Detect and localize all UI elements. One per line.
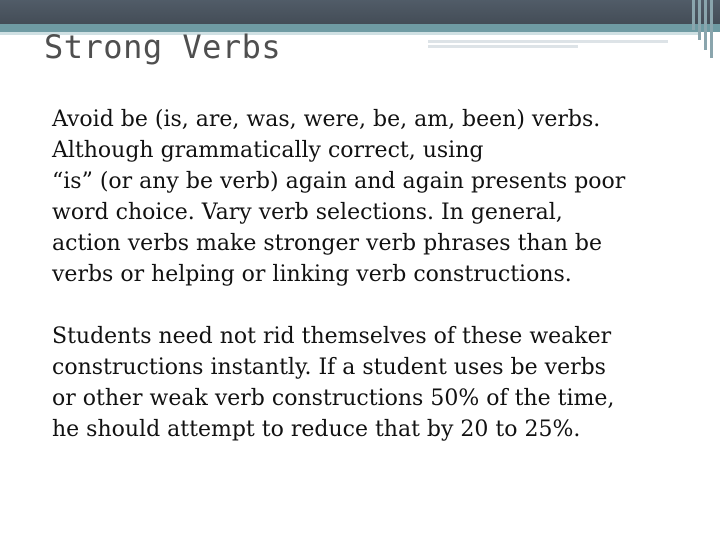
- text-line: word choice. Vary verb selections. In general,: [52, 200, 563, 225]
- corner-stripe: [698, 0, 701, 40]
- text-line: Although grammatically correct, using: [52, 138, 484, 163]
- paragraph-1: [52, 104, 692, 290]
- corner-stripe: [710, 0, 713, 58]
- text-line: or other weak verb constructions 50% of the time,: [52, 386, 615, 411]
- text-line: verbs or helping or linking verb constructions.: [52, 262, 572, 287]
- text-line: constructions instantly. If a student uses be verbs: [52, 355, 606, 380]
- title-accent-line: [428, 40, 668, 43]
- paragraph-2: [52, 321, 692, 445]
- corner-stripe: [704, 0, 707, 50]
- corner-stripe: [692, 0, 695, 30]
- title-accent-line-short: [428, 45, 578, 48]
- text-line: Students need not rid themselves of these weaker: [52, 324, 612, 349]
- slide-title: Strong Verbs: [44, 28, 282, 66]
- text-line: he should attempt to reduce that by 20 to 25%.: [52, 417, 581, 442]
- text-line: “is” (or any be verb) again and again presents poor: [52, 169, 626, 194]
- top-header-bar: [0, 0, 720, 24]
- slide-body: [52, 104, 692, 445]
- text-line: Avoid be (is, are, was, were, be, am, been) verbs.: [52, 107, 601, 132]
- text-line: action verbs make stronger verb phrases than be: [52, 231, 602, 256]
